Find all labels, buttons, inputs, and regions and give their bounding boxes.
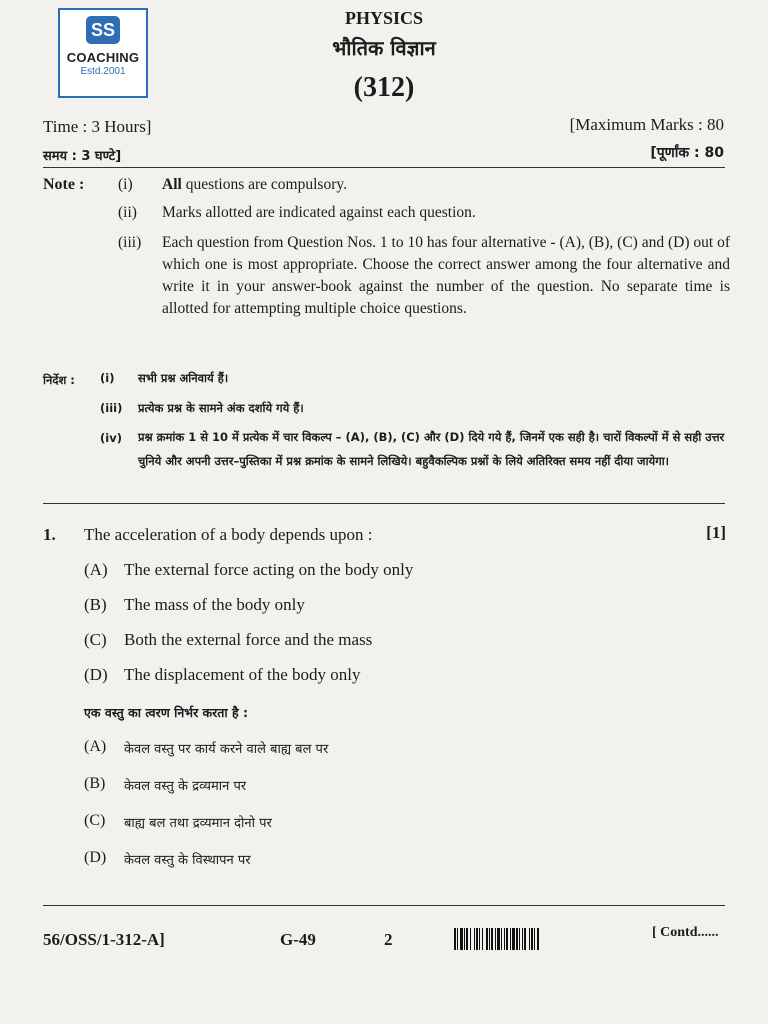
option-label-hindi: (A) [84, 738, 107, 755]
note-num-hindi: (iv) [100, 431, 122, 445]
option-label-hindi: (C) [84, 812, 106, 829]
paper-code: 56/OSS/1-312-A] [43, 930, 165, 949]
option-text: The displacement of the body only [124, 665, 361, 684]
option-text-hindi: केवल वस्तु के विस्थापन पर [124, 853, 251, 868]
max-marks-hindi: [पूर्णांक : 80 [650, 145, 724, 161]
option-label: (D) [84, 665, 108, 684]
header-divider [43, 167, 725, 168]
note-item: Marks allotted are indicated against each question. [162, 204, 476, 221]
option-text: Both the external force and the mass [124, 630, 373, 649]
note-item-hindi: प्रश्न क्रमांक 1 से 10 में प्रत्येक में चार विकल्प – (A), (B), (C) और (D) दिये गये हैं, जिनमें एक सही है। चारों विकल्पों में से सही उत्तर चुनिये और अपनी उत्तर–पुस्तिका में प्रश्न क्रमांक के सामने लिखिये। बहुवैकल्पिक प्रश्नों के लिये अतिरिक्त समय नहीं दीया जायेगा। [138, 430, 725, 468]
option-label-hindi: (D) [84, 849, 107, 866]
note-item: Each question from Question Nos. 1 to 10 has four alternative - (A), (B), (C) and (D) out of which one is most appropriate. Choose the correct answer among the four alternative and write it in your answer-book against the number of the question. No separate time is allotted for attempting multiple choice questions. [162, 234, 730, 317]
note-num: (i) [118, 176, 133, 193]
page-number: 2 [384, 930, 393, 949]
note-item-hindi: प्रत्येक प्रश्न के सामने अंक दर्शाये गये हैं। [138, 401, 304, 415]
logo-wordmark: COACHING [66, 50, 140, 65]
option-label: (A) [84, 560, 108, 579]
question-marks: [1] [706, 523, 726, 542]
option-text-hindi: केवल वस्तु के द्रव्यमान पर [124, 779, 247, 794]
subject-title-hindi: भौतिक विज्ञान [332, 36, 436, 60]
time-english: Time : 3 Hours] [43, 117, 152, 136]
question-number: 1. [43, 525, 56, 544]
option-text: The external force acting on the body only [124, 560, 414, 579]
question-text-hindi: एक वस्तु का त्वरण निर्भर करता है : [84, 705, 248, 720]
note-num-hindi: (i) [100, 371, 115, 385]
continued-label: [ Contd...... [652, 925, 719, 940]
option-label: (C) [84, 630, 107, 649]
question-text: The acceleration of a body depends upon : [84, 525, 373, 544]
note-num: (ii) [118, 204, 137, 221]
set-code: G-49 [280, 930, 316, 949]
subject-title: PHYSICS [344, 8, 424, 28]
note-item [162, 174, 730, 196]
option-text: The mass of the body only [124, 595, 305, 614]
barcode [454, 928, 646, 950]
note-num: (iii) [118, 234, 142, 251]
time-hindi: समय : 3 घण्टे] [43, 149, 122, 164]
option-label-hindi: (B) [84, 775, 106, 792]
note-emphasis: All [162, 176, 182, 193]
note-label-hindi: निर्देश : [43, 373, 75, 387]
note-item-hindi: सभी प्रश्न अनिवार्य हैं। [138, 371, 229, 385]
option-label: (B) [84, 595, 107, 614]
option-text-hindi: केवल वस्तु पर कार्य करने वाले बाह्य बल पर [124, 742, 329, 757]
option-text-hindi: बाह्य बल तथा द्रव्यमान दोनो पर [124, 816, 272, 831]
note-num-hindi: (iii) [100, 401, 123, 415]
max-marks-english: [Maximum Marks : 80 [569, 115, 724, 134]
logo-badge: SS [86, 16, 120, 44]
barcode-stripe [539, 928, 540, 950]
footer-divider [43, 905, 725, 906]
logo-established: Estd.2001 [80, 66, 126, 77]
note-label: Note : [43, 176, 85, 193]
subject-code: (312) [353, 72, 415, 103]
note-item-text: questions are compulsory. [181, 176, 347, 193]
notes-divider [43, 503, 725, 504]
